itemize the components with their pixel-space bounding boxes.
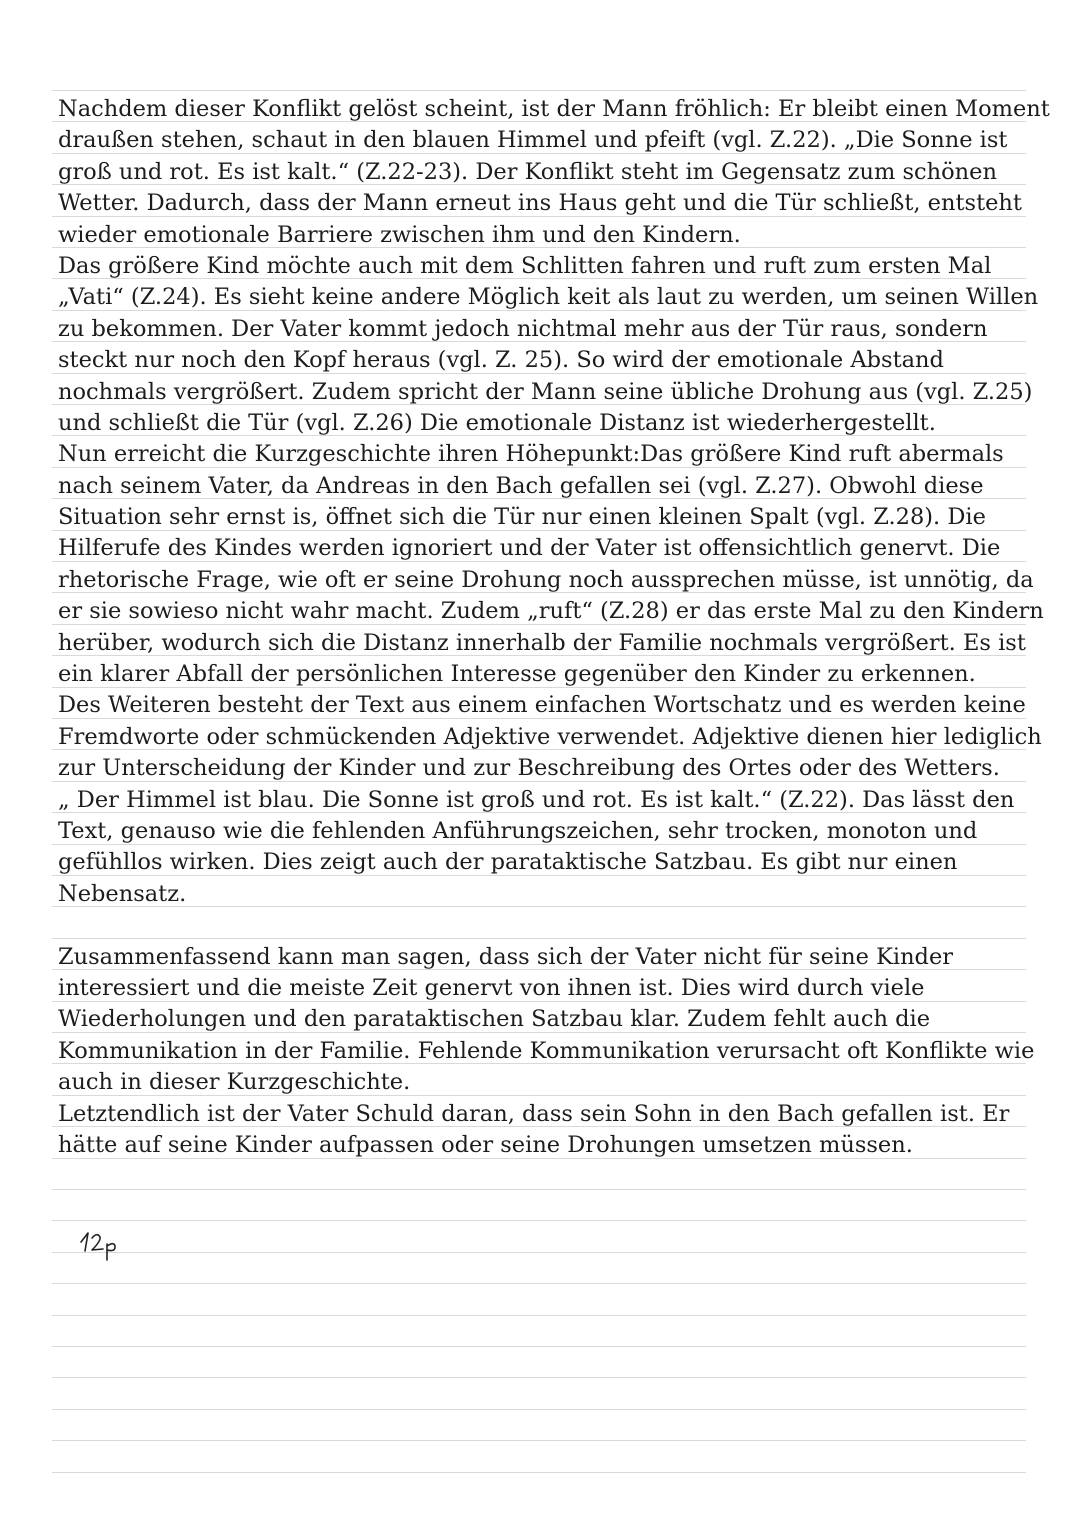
ruled-line (52, 1220, 1026, 1221)
text-line: Nebensatz. (58, 880, 187, 907)
text-line: zu bekommen. Der Vater kommt jedoch nichtmal mehr aus der Tür raus, sondern (58, 315, 988, 342)
ruled-line (52, 1252, 1026, 1253)
handwritten-grade-mark (74, 1226, 124, 1266)
text-line: Hilferufe des Kindes werden ignoriert und der Vater ist offensichtlich genervt. Die (58, 535, 1001, 562)
ruled-line (52, 1409, 1026, 1410)
text-line: Wetter. Dadurch, dass der Mann erneut ins Haus geht und die Tür schließt, entsteht (58, 190, 1022, 217)
text-line: Zusammenfassend kann man sagen, dass sich der Vater nicht für seine Kinder (58, 943, 954, 970)
text-line: „ Der Himmel ist blau. Die Sonne ist groß und rot. Es ist kalt.“ (Z.22). Das lässt den (58, 786, 1015, 813)
text-line: ein klarer Abfall der persönlichen Interesse gegenüber den Kinder zu erkennen. (58, 661, 976, 688)
text-line: „Vati“ (Z.24). Es sieht keine andere Möglich keit als laut zu werden, um seinen Willen (58, 284, 1039, 311)
text-line: er sie sowieso nicht wahr macht. Zudem „ruft“ (Z.28) er das erste Mal zu den Kindern (58, 598, 1044, 625)
text-line: und schließt die Tür (vgl. Z.26) Die emotionale Distanz ist wiederhergestellt. (58, 409, 936, 436)
text-line: nach seinem Vater, da Andreas in den Bach gefallen sei (vgl. Z.27). Obwohl diese (58, 472, 984, 499)
text-line: steckt nur noch den Kopf heraus (vgl. Z. 25). So wird der emotionale Abstand (58, 347, 944, 374)
ruled-line (52, 1472, 1026, 1473)
text-line: Fremdworte oder schmückenden Adjektive verwendet. Adjektive dienen hier lediglich (58, 723, 1042, 750)
text-line: Das größere Kind möchte auch mit dem Schlitten fahren und ruft zum ersten Mal (58, 252, 992, 279)
text-line: draußen stehen, schaut in den blauen Himmel und pfeift (vgl. Z.22). „Die Sonne ist (58, 127, 1008, 154)
text-line: Letztendlich ist der Vater Schuld daran, dass sein Sohn in den Bach gefallen ist. Er (58, 1100, 1010, 1127)
text-line: groß und rot. Es ist kalt.“ (Z.22-23). Der Konflikt steht im Gegensatz zum schönen (58, 158, 997, 185)
text-line: auch in dieser Kurzgeschichte. (58, 1069, 411, 1096)
text-line: wieder emotionale Barriere zwischen ihm und den Kindern. (58, 221, 741, 248)
ruled-line (52, 1346, 1026, 1347)
text-line: gefühllos wirken. Dies zeigt auch der parataktische Satzbau. Es gibt nur einen (58, 849, 958, 876)
text-line: Situation sehr ernst is, öffnet sich die Tür nur einen kleinen Spalt (vgl. Z.28). Die (58, 504, 986, 531)
text-line (58, 910, 1048, 941)
text-line: Des Weiteren besteht der Text aus einem einfachen Wortschatz und es werden keine (58, 692, 1026, 719)
text-line: rhetorische Frage, wie oft er seine Drohung noch aussprechen müsse, ist unnötig, da (58, 566, 1034, 593)
ruled-line (52, 1315, 1026, 1316)
ruled-line (52, 1377, 1026, 1378)
text-line: nochmals vergrößert. Zudem spricht der Mann seine übliche Drohung aus (vgl. Z.25) (58, 378, 1033, 405)
text-line: Wiederholungen und den parataktischen Satzbau klar. Zudem fehlt auch die (58, 1006, 931, 1033)
text-line: zur Unterscheidung der Kinder und zur Beschreibung des Ortes oder des Wetters. (58, 755, 1000, 782)
ruled-line (52, 1189, 1026, 1190)
ruled-line (52, 1440, 1026, 1441)
text-line: Nachdem dieser Konflikt gelöst scheint, ist der Mann fröhlich: Er bleibt einen Moment (58, 96, 1050, 122)
text-line: hätte auf seine Kinder aufpassen oder seine Drohungen umsetzen müssen. (58, 1131, 913, 1158)
ruled-line (52, 1283, 1026, 1284)
ruled-line (52, 90, 1026, 91)
essay-text (58, 94, 1048, 1161)
text-line: interessiert und die meiste Zeit genervt von ihnen ist. Dies wird durch viele (58, 974, 925, 1001)
text-line: Kommunikation in der Familie. Fehlende Kommunikation verursacht oft Konflikte wie (58, 1037, 1035, 1064)
text-line: herüber, wodurch sich die Distanz innerhalb der Familie nochmals vergrößert. Es ist (58, 629, 1026, 656)
text-line: Text, genauso wie die fehlenden Anführungszeichen, sehr trocken, monoton und (58, 817, 978, 844)
text-line: Nun erreicht die Kurzgeschichte ihren Höhepunkt:Das größere Kind ruft abermals (58, 441, 1004, 468)
